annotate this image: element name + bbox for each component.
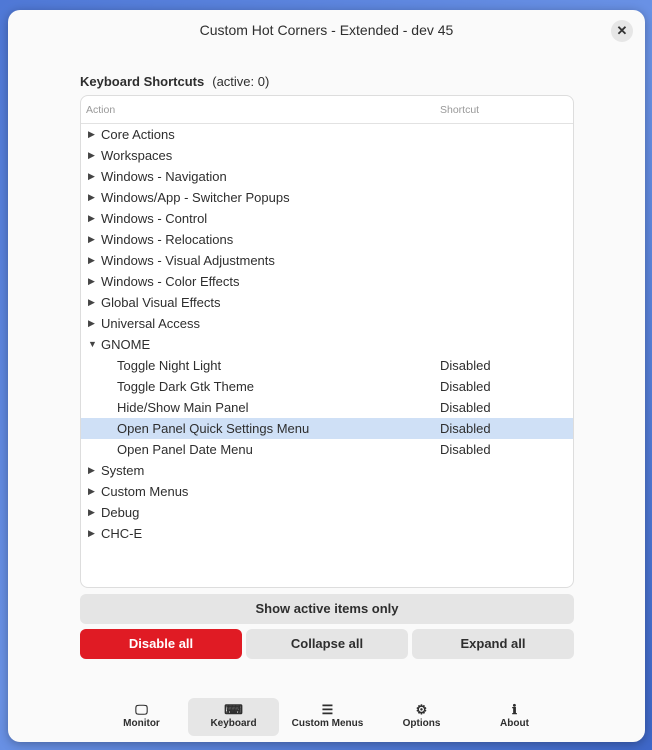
section-title: Keyboard Shortcuts xyxy=(80,74,205,89)
tree-row[interactable] xyxy=(81,376,573,397)
section-header xyxy=(80,74,269,89)
tree-row[interactable] xyxy=(81,523,573,544)
row-label: CHC-E xyxy=(101,526,143,541)
row-label: Windows/App - Switcher Popups xyxy=(101,190,290,205)
column-action[interactable]: Action xyxy=(86,104,116,116)
tree-row[interactable] xyxy=(81,439,573,460)
nav-keyboard[interactable] xyxy=(188,698,279,736)
row-label: Windows - Visual Adjustments xyxy=(101,253,275,268)
row-shortcut[interactable]: Disabled xyxy=(440,379,491,394)
expander-open-icon[interactable]: ▼ xyxy=(88,339,97,349)
nav-about[interactable] xyxy=(469,698,560,736)
close-icon: ✕ xyxy=(616,23,628,38)
expander-closed-icon[interactable]: ▶ xyxy=(88,297,95,307)
menu-icon: ☰ xyxy=(321,702,334,717)
row-label: Debug xyxy=(101,505,140,520)
expander-closed-icon[interactable]: ▶ xyxy=(88,171,95,181)
tree-row[interactable] xyxy=(81,418,573,439)
expander-closed-icon[interactable]: ▶ xyxy=(88,318,95,328)
tree-row[interactable] xyxy=(81,355,573,376)
row-shortcut[interactable]: Disabled xyxy=(440,358,491,373)
expander-closed-icon[interactable]: ▶ xyxy=(88,192,95,202)
show-active-button[interactable]: Show active items only xyxy=(80,594,574,624)
expander-closed-icon[interactable]: ▶ xyxy=(88,465,95,475)
keyboard-icon: ⌨ xyxy=(224,702,243,717)
expander-closed-icon[interactable]: ▶ xyxy=(88,213,95,223)
nav-label: Monitor xyxy=(123,718,160,729)
row-label: Workspaces xyxy=(101,148,173,163)
expand-all-button[interactable]: Expand all xyxy=(412,629,574,659)
nav-label: About xyxy=(500,718,529,729)
disable-all-button[interactable]: Disable all xyxy=(80,629,242,659)
row-label: Toggle Night Light xyxy=(117,358,222,373)
row-label: System xyxy=(101,463,145,478)
expander-closed-icon[interactable]: ▶ xyxy=(88,276,95,286)
tree-row[interactable] xyxy=(81,271,573,292)
tree-row[interactable] xyxy=(81,187,573,208)
tree-row[interactable] xyxy=(81,460,573,481)
row-label: Toggle Dark Gtk Theme xyxy=(117,379,255,394)
tree-row[interactable] xyxy=(81,292,573,313)
tree-row[interactable] xyxy=(81,334,573,355)
shortcuts-tree[interactable] xyxy=(80,95,574,588)
tree-row[interactable] xyxy=(81,250,573,271)
tree-row[interactable] xyxy=(81,397,573,418)
row-label: Windows - Navigation xyxy=(101,169,227,184)
tree-row[interactable] xyxy=(81,208,573,229)
nav-label: Options xyxy=(402,718,441,729)
tree-row[interactable] xyxy=(81,166,573,187)
row-label: Hide/Show Main Panel xyxy=(117,400,249,415)
tree-row[interactable] xyxy=(81,481,573,502)
dialog-window xyxy=(8,10,645,742)
tree-row[interactable] xyxy=(81,313,573,334)
tree-row[interactable] xyxy=(81,145,573,166)
expander-closed-icon[interactable]: ▶ xyxy=(88,528,95,538)
row-label: Global Visual Effects xyxy=(101,295,221,310)
row-label: Windows - Color Effects xyxy=(101,274,240,289)
expander-closed-icon[interactable]: ▶ xyxy=(88,150,95,160)
expander-closed-icon[interactable]: ▶ xyxy=(88,129,95,139)
nav-monitor[interactable] xyxy=(96,698,187,736)
expander-closed-icon[interactable]: ▶ xyxy=(88,486,95,496)
tree-row[interactable] xyxy=(81,502,573,523)
tree-row[interactable] xyxy=(81,124,573,145)
row-label: Custom Menus xyxy=(101,484,189,499)
row-label: Windows - Control xyxy=(101,211,208,226)
nav-label: Custom Menus xyxy=(291,718,364,729)
row-label: Open Panel Quick Settings Menu xyxy=(117,421,310,436)
tree-row[interactable] xyxy=(81,229,573,250)
active-count: (active: 0) xyxy=(212,74,270,89)
row-label: Open Panel Date Menu xyxy=(117,442,253,457)
row-shortcut[interactable]: Disabled xyxy=(440,400,491,415)
row-label: Windows - Relocations xyxy=(101,232,234,247)
window-title: Custom Hot Corners - Extended - dev 45 xyxy=(199,22,454,38)
monitor-icon: 🖵 xyxy=(135,702,148,717)
nav-options[interactable] xyxy=(376,698,467,736)
row-label: Universal Access xyxy=(101,316,200,331)
row-shortcut[interactable]: Disabled xyxy=(440,421,491,436)
row-shortcut[interactable]: Disabled xyxy=(440,442,491,457)
expander-closed-icon[interactable]: ▶ xyxy=(88,255,95,265)
collapse-all-button[interactable]: Collapse all xyxy=(246,629,408,659)
options-icon: ⚙ xyxy=(415,702,428,717)
expander-closed-icon[interactable]: ▶ xyxy=(88,507,95,517)
close-button[interactable] xyxy=(611,20,633,42)
row-label: Core Actions xyxy=(101,127,175,142)
nav-label: Keyboard xyxy=(210,718,257,729)
row-label: GNOME xyxy=(101,337,151,352)
expander-closed-icon[interactable]: ▶ xyxy=(88,234,95,244)
info-icon: ℹ xyxy=(512,702,517,717)
nav-custom-menus[interactable] xyxy=(282,698,373,736)
tree-header xyxy=(81,96,573,124)
column-shortcut[interactable]: Shortcut xyxy=(440,104,480,116)
